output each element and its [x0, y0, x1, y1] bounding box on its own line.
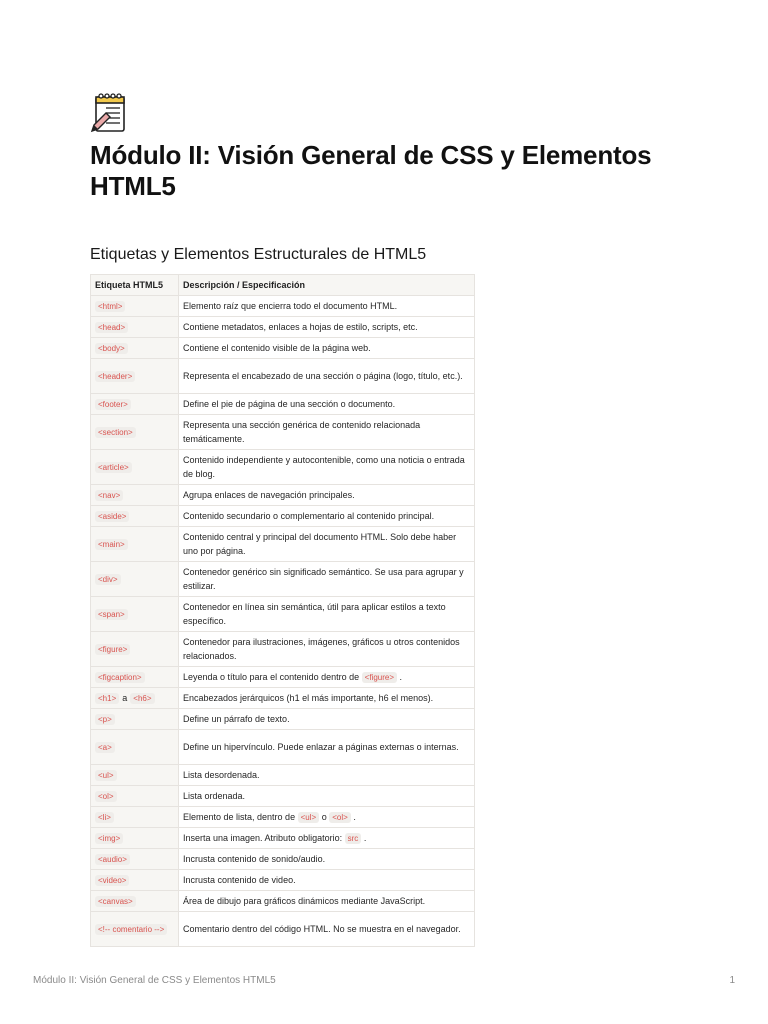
code-tag: <ol>	[95, 791, 117, 802]
table-row	[91, 317, 475, 338]
tag-cell	[91, 562, 179, 597]
description-cell: Representa el encabezado de una sección o página (logo, título, etc.).	[179, 359, 475, 394]
code-tag: <header>	[95, 371, 135, 382]
code-tag: <aside>	[95, 511, 129, 522]
inline-code: <ul>	[298, 812, 320, 823]
tag-cell	[91, 765, 179, 786]
table-row	[91, 485, 475, 506]
table-row	[91, 338, 475, 359]
description-cell: Lista desordenada.	[179, 765, 475, 786]
tag-range-joiner: a	[122, 693, 128, 703]
notepad-pencil-icon	[90, 91, 130, 135]
code-tag: <figure>	[95, 644, 130, 655]
description-cell	[179, 667, 475, 688]
table-row	[91, 807, 475, 828]
description-cell: Incrusta contenido de video.	[179, 870, 475, 891]
description-cell: Define el pie de página de una sección o documento.	[179, 394, 475, 415]
code-tag: <!-- comentario -->	[95, 924, 167, 935]
page-title: Módulo II: Visión General de CSS y Elementos HTML5	[90, 140, 652, 201]
table-row	[91, 450, 475, 485]
description-cell: Lista ordenada.	[179, 786, 475, 807]
table-row	[91, 394, 475, 415]
code-tag: <figcaption>	[95, 672, 145, 683]
table-row	[91, 632, 475, 667]
table-row	[91, 765, 475, 786]
code-tag: <li>	[95, 812, 114, 823]
tag-cell	[91, 415, 179, 450]
tag-cell	[91, 709, 179, 730]
tag-cell	[91, 807, 179, 828]
tag-cell	[91, 849, 179, 870]
table-row	[91, 709, 475, 730]
description-cell: Contenido central y principal del documento HTML. Solo debe haber uno por página.	[179, 527, 475, 562]
table-row	[91, 688, 475, 709]
section-heading: Etiquetas y Elementos Estructurales de HTML5	[90, 246, 427, 263]
description-cell: Elemento raíz que encierra todo el documento HTML.	[179, 296, 475, 317]
code-tag: <audio>	[95, 854, 130, 865]
table-row	[91, 296, 475, 317]
description-cell: Representa una sección genérica de contenido relacionada temáticamente.	[179, 415, 475, 450]
html5-tags-table	[90, 274, 475, 947]
description-cell: Comentario dentro del código HTML. No se muestra en el navegador.	[179, 912, 475, 947]
tag-cell	[91, 828, 179, 849]
tag-cell	[91, 912, 179, 947]
table-row	[91, 562, 475, 597]
table-row	[91, 891, 475, 912]
column-header-tag: Etiqueta HTML5	[91, 275, 179, 296]
description-cell: Contenedor genérico sin significado semántico. Se usa para agrupar y estilizar.	[179, 562, 475, 597]
description-text: .	[399, 672, 403, 682]
code-tag: <article>	[95, 462, 132, 473]
tag-cell	[91, 527, 179, 562]
table-row	[91, 597, 475, 632]
tag-cell	[91, 786, 179, 807]
tag-cell	[91, 485, 179, 506]
table-row	[91, 506, 475, 527]
inline-code: <figure>	[362, 672, 397, 683]
inline-code: <ol>	[329, 812, 351, 823]
description-text: .	[363, 833, 367, 843]
code-tag: <canvas>	[95, 896, 136, 907]
table-row	[91, 786, 475, 807]
description-cell: Área de dibujo para gráficos dinámicos mediante JavaScript.	[179, 891, 475, 912]
description-cell: Contenido independiente y autocontenible, como una noticia o entrada de blog.	[179, 450, 475, 485]
table-row	[91, 730, 475, 765]
tag-cell	[91, 317, 179, 338]
description-cell	[179, 828, 475, 849]
description-cell: Encabezados jerárquicos (h1 el más importante, h6 el menos).	[179, 688, 475, 709]
code-tag: <video>	[95, 875, 129, 886]
tag-cell	[91, 338, 179, 359]
inline-code: src	[345, 833, 362, 844]
description-cell: Incrusta contenido de sonido/audio.	[179, 849, 475, 870]
description-text: .	[353, 812, 356, 822]
code-tag: <h6>	[130, 693, 154, 704]
description-cell: Contenedor para ilustraciones, imágenes, gráficos u otros contenidos relacionados.	[179, 632, 475, 667]
description-cell: Define un hipervínculo. Puede enlazar a páginas externas o internas.	[179, 730, 475, 765]
code-tag: <head>	[95, 322, 128, 333]
tag-cell	[91, 359, 179, 394]
column-header-description: Descripción / Especificación	[179, 275, 475, 296]
table-row	[91, 527, 475, 562]
tag-cell	[91, 394, 179, 415]
tag-cell	[91, 597, 179, 632]
tag-cell	[91, 667, 179, 688]
description-text: Elemento de lista, dentro de	[183, 812, 296, 822]
code-tag: <span>	[95, 609, 128, 620]
page-number: 1	[729, 975, 735, 986]
description-cell: Contiene el contenido visible de la página web.	[179, 338, 475, 359]
table-row	[91, 849, 475, 870]
table-row	[91, 415, 475, 450]
description-cell: Contiene metadatos, enlaces a hojas de estilo, scripts, etc.	[179, 317, 475, 338]
description-text: Leyenda o título para el contenido dentro de	[183, 672, 360, 682]
code-tag: <section>	[95, 427, 136, 438]
code-tag: <img>	[95, 833, 123, 844]
description-cell: Define un párrafo de texto.	[179, 709, 475, 730]
tag-cell	[91, 632, 179, 667]
description-cell	[179, 807, 475, 828]
description-cell: Contenedor en línea sin semántica, útil para aplicar estilos a texto específico.	[179, 597, 475, 632]
code-tag: <div>	[95, 574, 121, 585]
description-text: o	[321, 812, 327, 822]
tag-cell	[91, 870, 179, 891]
code-tag: <main>	[95, 539, 128, 550]
code-tag: <body>	[95, 343, 128, 354]
tag-cell	[91, 730, 179, 765]
tag-cell	[91, 891, 179, 912]
description-cell: Agrupa enlaces de navegación principales.	[179, 485, 475, 506]
tag-cell	[91, 296, 179, 317]
footer-text: Módulo II: Visión General de CSS y Elementos HTML5	[33, 975, 276, 986]
table-row	[91, 359, 475, 394]
code-tag: <html>	[95, 301, 125, 312]
tag-cell	[91, 688, 179, 709]
code-tag: <ul>	[95, 770, 117, 781]
table-row	[91, 667, 475, 688]
tag-cell	[91, 506, 179, 527]
table-row	[91, 870, 475, 891]
description-cell: Contenido secundario o complementario al contenido principal.	[179, 506, 475, 527]
code-tag: <nav>	[95, 490, 123, 501]
description-text: Inserta una imagen. Atributo obligatorio:	[183, 833, 343, 843]
table-row	[91, 912, 475, 947]
code-tag: <a>	[95, 742, 115, 753]
tag-cell	[91, 450, 179, 485]
code-tag: <h1>	[95, 693, 119, 704]
code-tag: <p>	[95, 714, 115, 725]
code-tag: <footer>	[95, 399, 131, 410]
table-row	[91, 828, 475, 849]
